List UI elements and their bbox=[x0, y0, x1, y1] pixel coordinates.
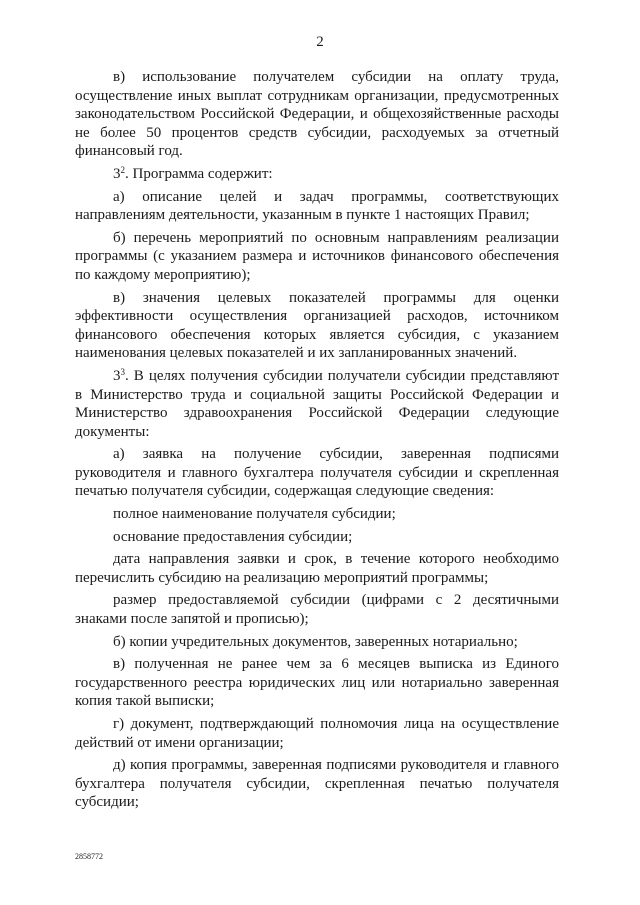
paragraph-b-founding-docs: б) копии учредительных документов, заверенных нотариально; bbox=[113, 633, 518, 650]
paragraph-d-program-copy: д) копия программы, заверенная подписями руководителя и главного бухгалтера получателя субсидии, скрепленная печатью получателя субсидии; bbox=[75, 757, 559, 811]
clause-number: 3 bbox=[113, 367, 121, 384]
clause-text: . В целях получения субсидии получатели субсидии представляют в Министерство труда и социальной защиты Российской Федерации и Министерство здравоохранения Российской Федерации следующие документы: bbox=[75, 367, 559, 440]
document-code: 2858772 bbox=[75, 852, 103, 861]
paragraph-3-2-heading bbox=[75, 165, 559, 184]
paragraph-v-labor-expenses: в) использование получателем субсидии на оплату труда, осуществление иных выплат сотрудникам организации, предусмотренных законодательством Российской Федерации, и общехозяйственные расходы не более 50 процентов средств субсидии, расходуемых за отчетный финансовый год. bbox=[75, 69, 559, 160]
clause-text: . Программа содержит: bbox=[125, 165, 273, 182]
paragraph-v-indicators: в) значения целевых показателей программы для оценки эффективности осуществления организацией расходов, источником финансового обеспечения которых является субсидия, с указанием наименования целевых показателей и их запланированных значений. bbox=[75, 289, 559, 362]
paragraph-v-registry-extract: в) полученная не ранее чем за 6 месяцев выписка из Единого государственного реестра юридических лиц или нотариально заверенная копия такой выписки; bbox=[75, 656, 559, 710]
page-number: 2 bbox=[316, 34, 324, 50]
list-item-grounds: основание предоставления субсидии; bbox=[113, 528, 353, 545]
clause-superscript: 3 bbox=[120, 366, 125, 377]
clause-superscript: 2 bbox=[120, 164, 125, 175]
list-item-subsidy-amount: размер предоставляемой субсидии (цифрами с 2 десятичными знаками после запятой и прописью); bbox=[75, 592, 559, 628]
paragraph-a-application: а) заявка на получение субсидии, заверенная подписями руководителя и главного бухгалтера получателя субсидии и скрепленная печатью получателя субсидии, содержащая следующие сведения: bbox=[75, 446, 559, 500]
paragraph-b-activities: б) перечень мероприятий по основным направлениям реализации программы (с указанием размера и источников финансового обеспечения по каждому мероприятию); bbox=[75, 229, 559, 283]
paragraph-3-3-documents bbox=[75, 367, 559, 441]
paragraph-a-goals: а) описание целей и задач программы, соответствующих направлениям деятельности, указанным в пункте 1 настоящих Правил; bbox=[75, 188, 559, 224]
clause-number: 3 bbox=[113, 165, 121, 182]
document-body bbox=[75, 68, 559, 812]
list-item-full-name: полное наименование получателя субсидии; bbox=[113, 506, 396, 523]
list-item-date-and-term: дата направления заявки и срок, в течение которого необходимо перечислить субсидию на реализацию мероприятий программы; bbox=[75, 551, 559, 586]
paragraph-g-authority-doc: г) документ, подтверждающий полномочия лица на осуществление действий от имени организации; bbox=[75, 716, 559, 751]
